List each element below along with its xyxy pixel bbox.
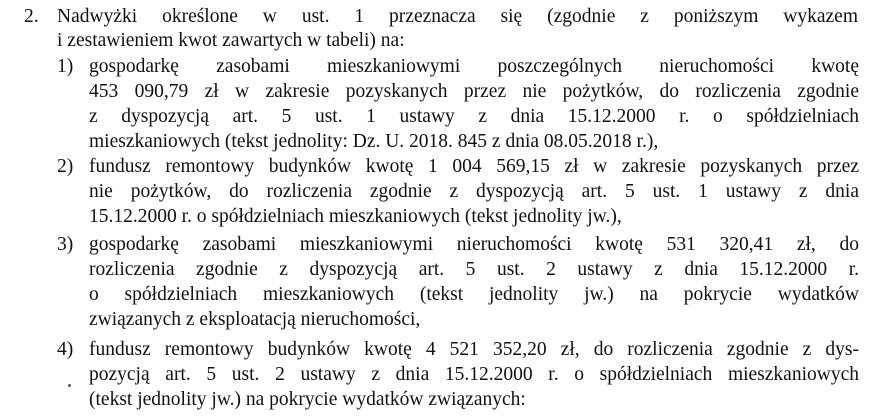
item-line: pozycją art. 5 ust. 2 ustawy z dnia 15.12.2000 r. o spółdzielniach mieszkaniowych: [89, 364, 859, 385]
item-line: związanych z eksploatacją nieruchomości,: [89, 309, 421, 330]
item-number: 1): [57, 56, 74, 77]
item-line: gospodarkę zasobami mieszkaniowymi nieruchomości kwotę 531 320,41 zł, do: [89, 234, 859, 255]
scan-speck: [68, 384, 71, 387]
item-line: mieszkaniowych (tekst jednolity: Dz. U. 2018. 845 z dnia 08.05.2018 r.),: [89, 131, 659, 152]
item-line: o spółdzielniach mieszkaniowych (tekst jednolity jw.) na pokrycie wydatków: [89, 284, 859, 305]
item-line: fundusz remontowy budynków kwotę 4 521 352,20 zł, do rozliczenia zgodnie z dys-: [89, 339, 859, 360]
item-number: 3): [57, 234, 74, 255]
item-number: 2): [57, 156, 74, 177]
item-line: nie pożytków, do rozliczenia zgodnie z dyspozycją art. 5 ust. 1 ustawy z dnia: [89, 181, 859, 202]
intro-line: i zestawieniem kwot zawartych w tabeli) na:: [57, 30, 405, 51]
section-number: 2.: [24, 6, 39, 27]
item-number: 4): [57, 339, 74, 360]
item-line: (tekst jednolity jw.) na pokrycie wydatków związanych:: [89, 389, 526, 410]
item-line: 453 090,79 zł w zakresie pozyskanych przez nie pożytków, do rozliczenia zgodnie: [89, 81, 859, 102]
item-line: 15.12.2000 r. o spółdzielniach mieszkaniowych (tekst jednolity jw.),: [89, 206, 622, 227]
item-line: gospodarkę zasobami mieszkaniowymi poszczególnych nieruchomości kwotę: [89, 56, 859, 77]
intro-line: Nadwyżki określone w ust. 1 przeznacza się (zgodnie z poniższym wykazem: [57, 6, 858, 27]
item-line: rozliczenia zgodnie z dyspozycją art. 5 ust. 2 ustawy z dnia 15.12.2000 r.: [89, 259, 859, 280]
item-line: z dyspozycją art. 5 ust. 1 ustawy z dnia 15.12.2000 r. o spółdzielniach: [89, 106, 859, 127]
item-line: fundusz remontowy budynków kwotę 1 004 569,15 zł w zakresie pozyskanych przez: [89, 156, 859, 177]
